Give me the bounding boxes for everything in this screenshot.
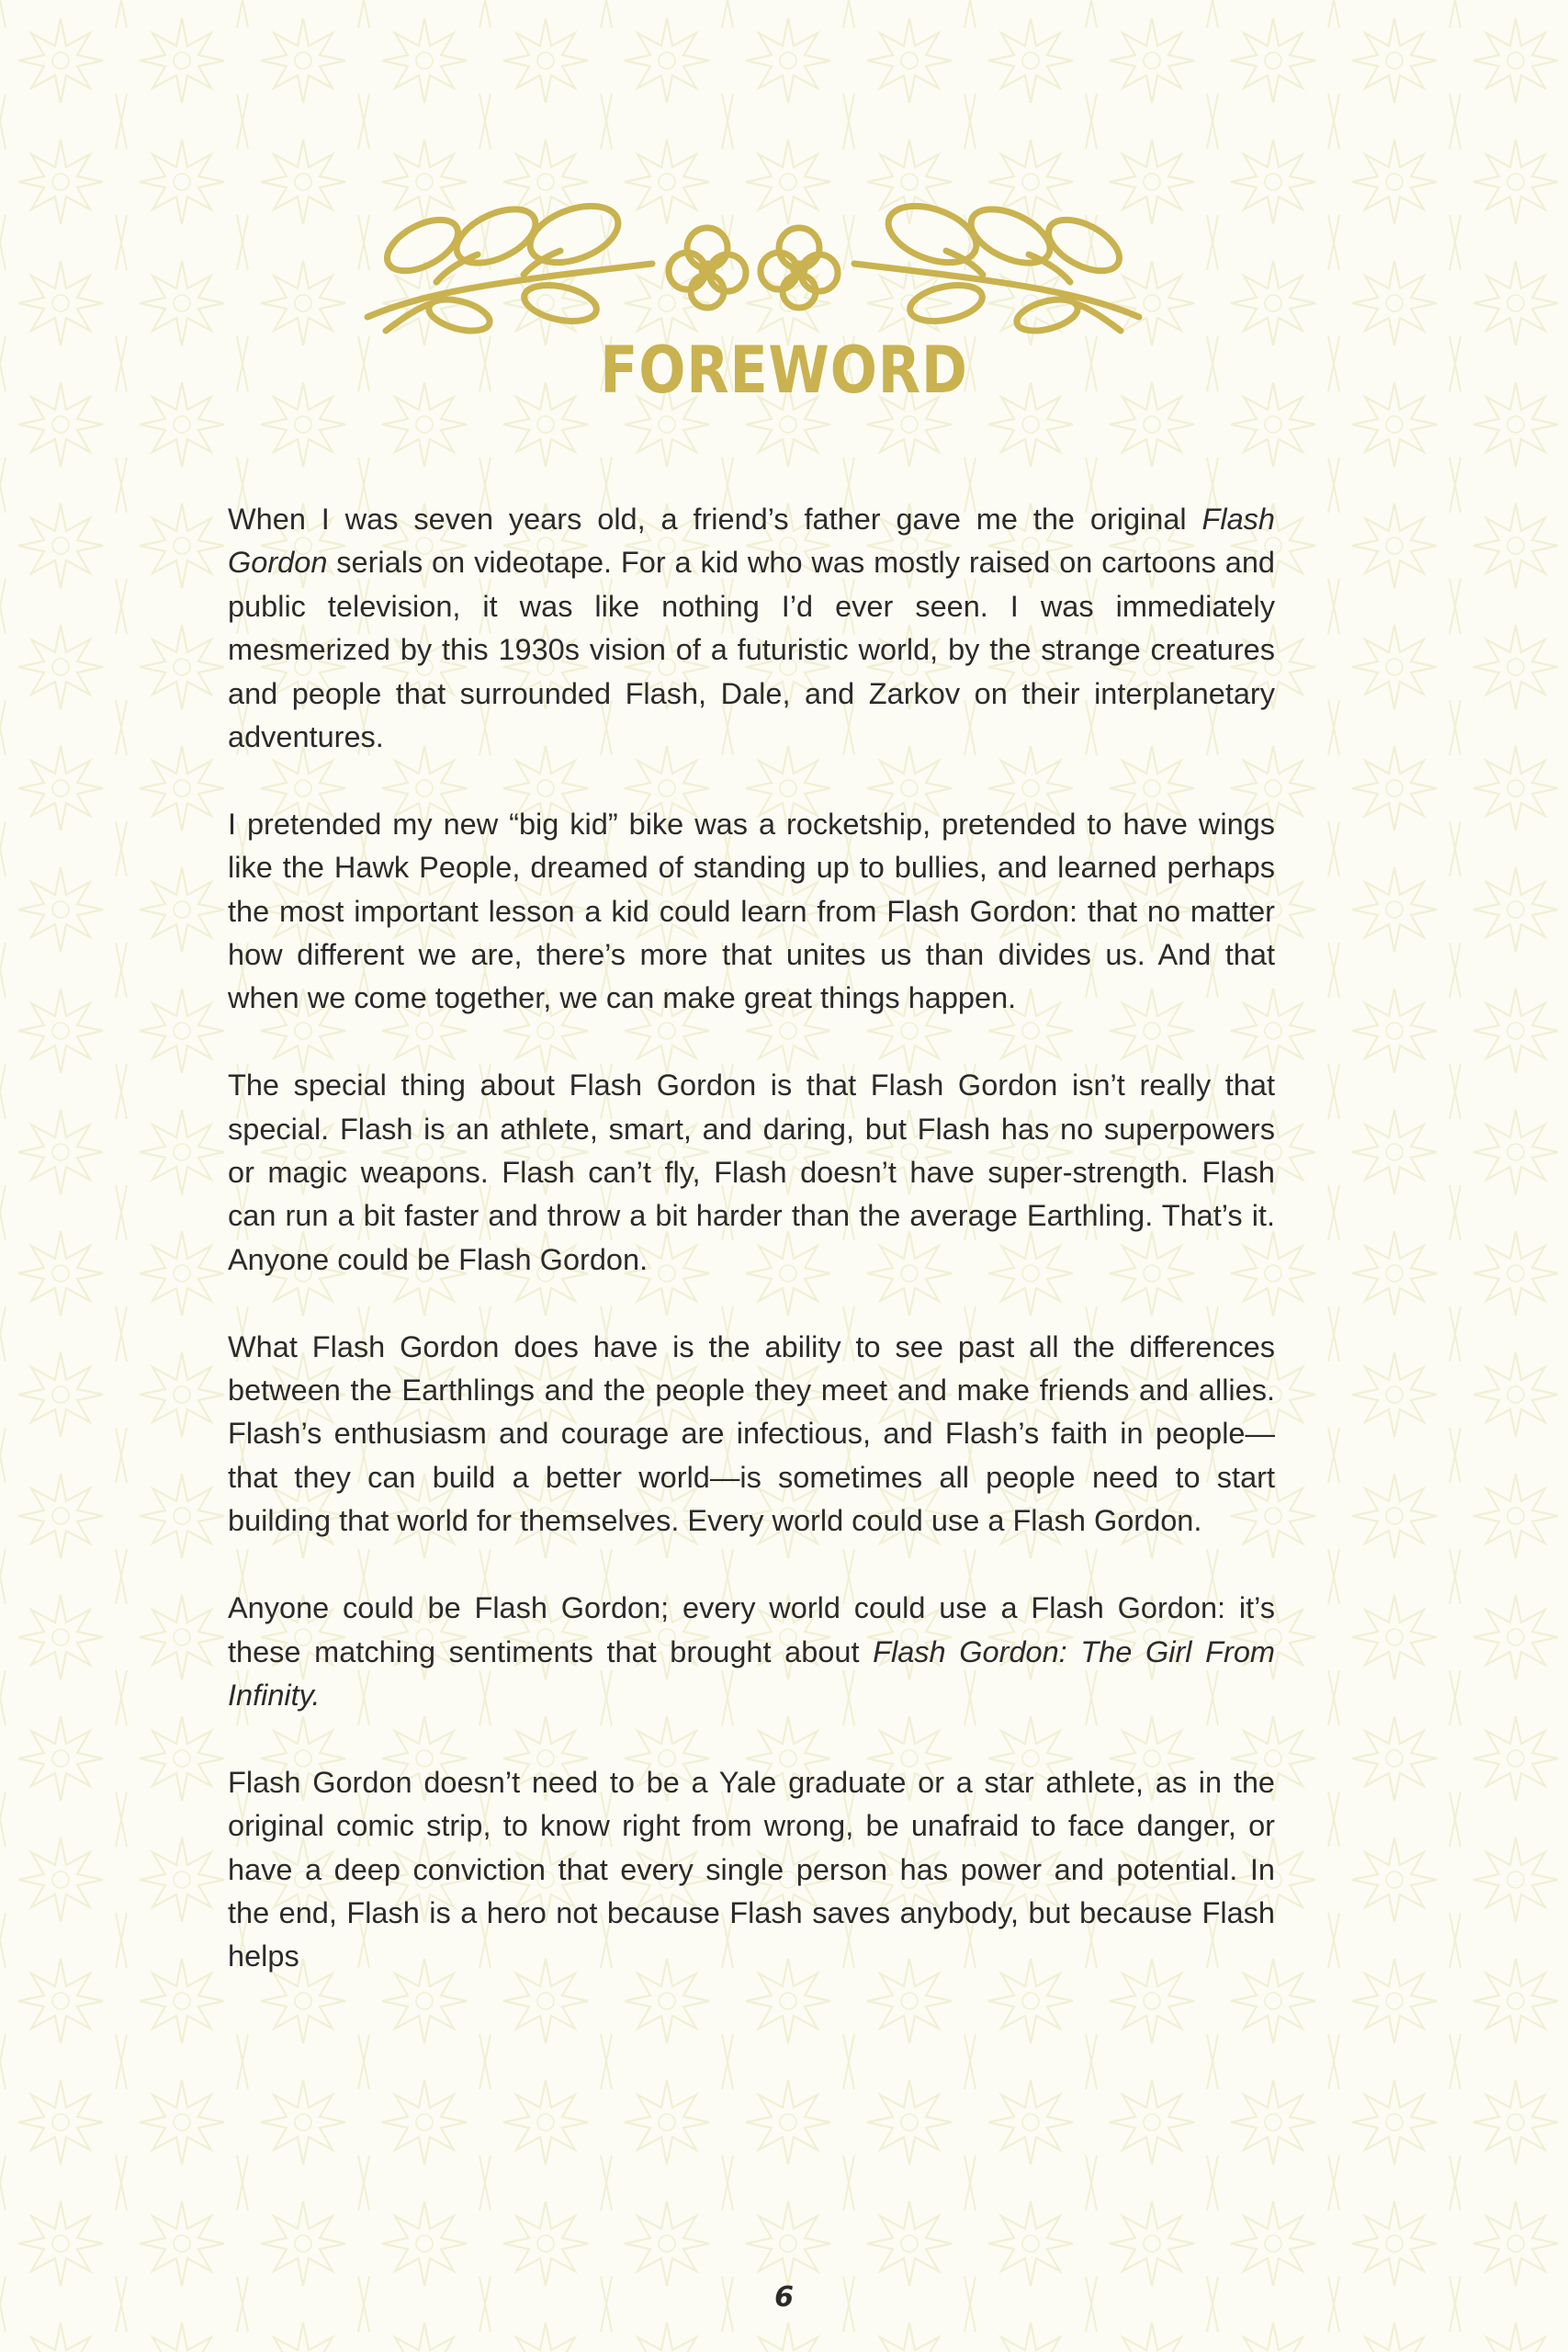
- italic-title-span: Flash Gordon: [228, 503, 1275, 580]
- foreword-body: [228, 498, 1275, 1979]
- italic-title-span: Flash Gordon: The Girl From Infinity.: [228, 1634, 1275, 1712]
- text-span: The special thing about Flash Gordon is that Flash Gordon isn’t really that special. Flash is an athlete, smart, and daring, but Flash has no superpowers or magic weapons. Flash can’t fly, Flash doesn’t have super-strength. Flash can run a bit faster and throw a bit harder than the average Earthling. That’s it. Anyone could be Flash Gordon.: [228, 1069, 1275, 1276]
- paragraph: [228, 498, 1275, 759]
- text-span: serials on videotape. For a kid who was mostly raised on cartoons and public television, it was like nothing I’d ever seen. I was immediately mesmerized by this 1930s vision of a futuristic world, by the strange creatures and people that surrounded Flash, Dale, and Zarkov on their interplanetary adventures.: [228, 546, 1275, 754]
- paragraph: [228, 1587, 1275, 1717]
- paragraph: [228, 1064, 1275, 1282]
- paragraph: [228, 1326, 1275, 1544]
- page-number: 6: [774, 2281, 794, 2313]
- text-span: I pretended my new “big kid” bike was a rocketship, pretended to have wings like the Hawk People, dreamed of standing up to bullies, and learned perhaps the most important lesson a kid could learn from Flash Gordon: that no matter how different we are, there’s more that unites us than divides us. And that when we come together, we can make great things happen.: [228, 807, 1275, 1015]
- text-span: What Flash Gordon does have is the ability to see past all the differences between the Earthlings and the people they meet and make friends and allies. Flash’s enthusiasm and courage are infectious, and Flash’s faith in people—that they can build a better world—is sometimes all people need to start building that world for themselves. Every world could use a Flash Gordon.: [228, 1329, 1275, 1538]
- page-title: FOREWORD: [600, 333, 968, 408]
- text-span: Anyone could be Flash Gordon; every world could use a Flash Gordon: it’s these matching sentiments that brought about: [228, 1591, 1275, 1668]
- text-span: When I was seven years old, a friend’s father gave me the original: [228, 503, 1202, 536]
- text-span: Flash Gordon doesn’t need to be a Yale graduate or a star athlete, as in the original comic strip, to know right from wrong, be unafraid to face danger, or have a deep conviction that every single person has power and potential. In the end, Flash is a hero not because Flash saves anybody, but because Flash helps: [228, 1765, 1275, 1973]
- paragraph: [228, 1761, 1275, 1979]
- paragraph: [228, 803, 1275, 1021]
- floral-vine-ornament-icon: [349, 179, 1157, 349]
